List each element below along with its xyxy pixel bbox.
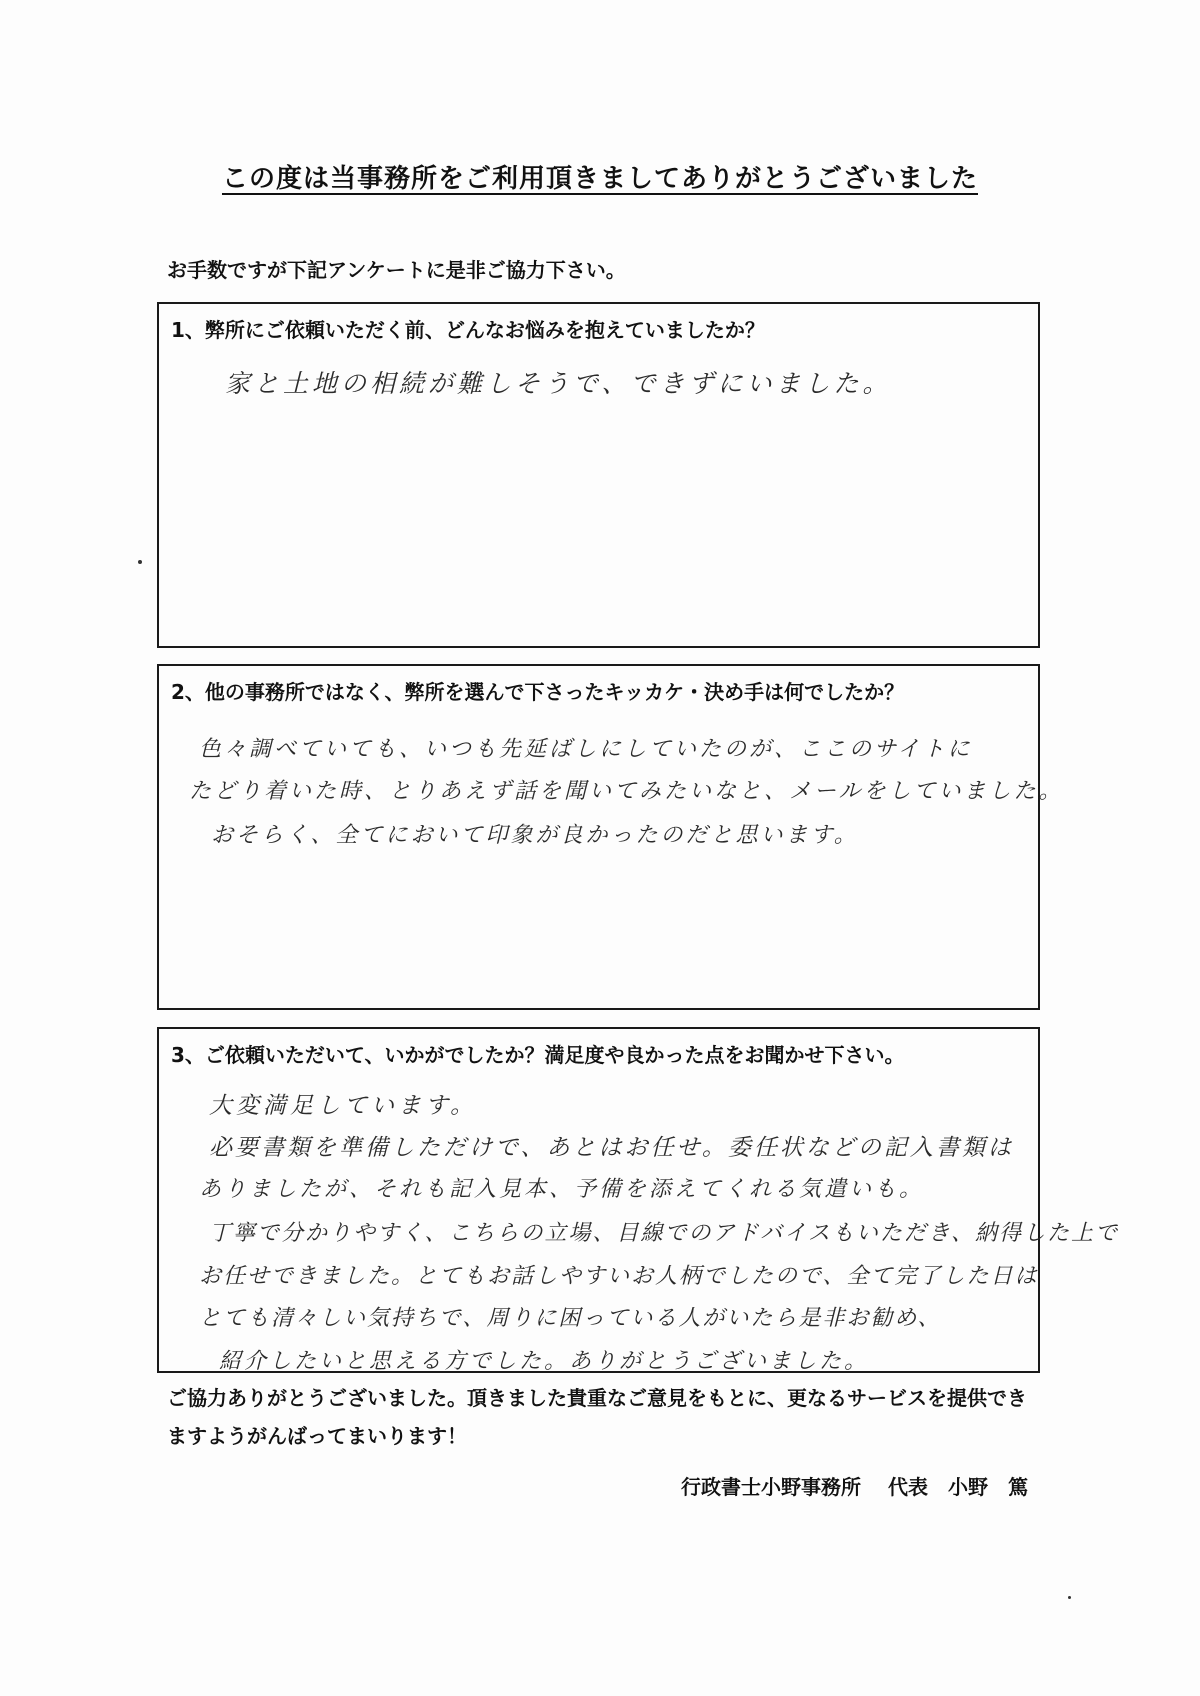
answer-line: 家と土地の相続が難しそうで、できずにいました。 — [225, 369, 892, 398]
answer-line: お任せできました。とてもお話しやすいお人柄でしたので、全て完了した日は — [199, 1264, 1039, 1289]
page-title-text: この度は当事務所をご利用頂きましてありがとうございました — [221, 164, 978, 194]
question-box-1 — [157, 302, 1040, 648]
answer-line: とても清々しい気持ちで、周りに困っている人がいたら是非お勧め、 — [199, 1306, 942, 1331]
answer-line: 丁寧で分かりやすく、こちらの立場、目線でのアドバイスもいただき、納得した上で — [209, 1221, 1120, 1246]
answer-line: 色々調べていても、いつも先延ばしにしていたのが、ここのサイトに — [199, 737, 973, 762]
page-title — [0, 158, 1200, 195]
question-label-1: 1、弊所にご依頼いただく前、どんなお悩みを抱えていましたか？ — [171, 318, 765, 342]
answer-line: おそらく、全てにおいて印象が良かったのだと思います。 — [211, 823, 859, 848]
closing-line-1: ご協力ありがとうございました。頂きました貴重なご意見をもとに、更なるサービスを提供でき — [167, 1386, 1027, 1410]
scan-speck — [138, 560, 142, 564]
question-box-2 — [157, 664, 1064, 1010]
answer-line: 紹介したいと思える方でした。ありがとうございました。 — [219, 1349, 870, 1374]
closing-line-2: ますようがんばってまいります！ — [167, 1424, 467, 1448]
answer-line: 大変満足しています。 — [209, 1093, 478, 1119]
question-label-3: 3、ご依頼いただいて、いかがでしたか？満足度や良かった点をお聞かせ下さい。 — [171, 1043, 905, 1067]
answer-line: ありましたが、それも記入見本、予備を添えてくれる気遣いも。 — [199, 1177, 925, 1202]
answer-line: 必要書類を準備しただけで、あとはお任せ。委任状などの記入書類は — [209, 1135, 1014, 1161]
answer-line: たどり着いた時、とりあえず話を聞いてみたいなと、メールをしていました。 — [189, 779, 1064, 804]
question-box-3 — [157, 1027, 1120, 1374]
intro-text: お手数ですが下記アンケートに是非ご協力下さい。 — [167, 258, 626, 282]
signature: 行政書士小野事務所 代表 小野 篤 — [681, 1475, 1028, 1499]
question-label-2: 2、他の事務所ではなく、弊所を選んで下さったキッカケ・決め手は何でしたか？ — [171, 680, 905, 704]
scan-speck — [1068, 1596, 1071, 1599]
